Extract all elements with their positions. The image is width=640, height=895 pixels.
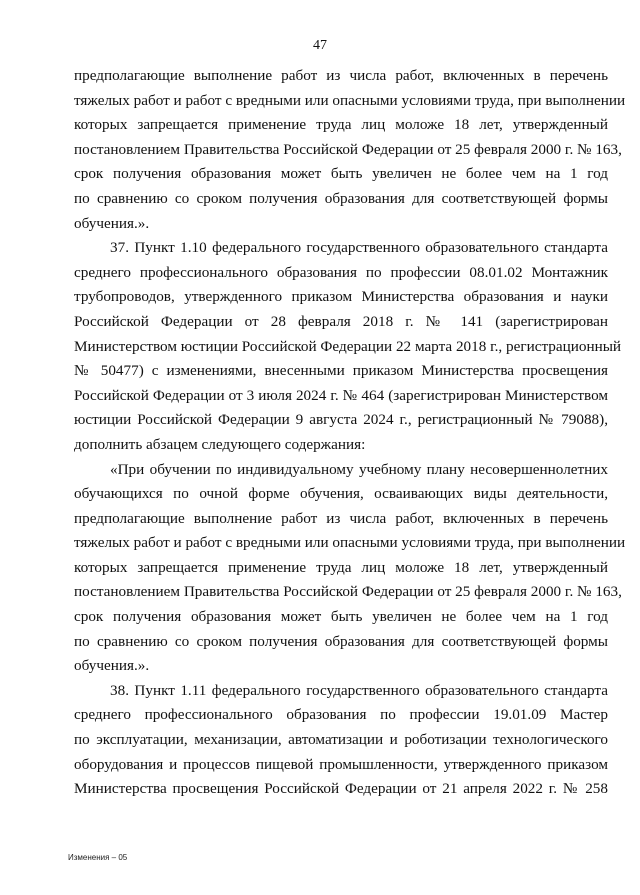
text-line: дополнить абзацем следующего содержания:	[74, 435, 366, 453]
text-line: среднего профессионального образования по профессии 08.01.02 Монтажник	[74, 263, 608, 281]
text-line: которых запрещается применение труда лиц моложе 18 лет, утвержденный	[74, 116, 608, 134]
text-line: тяжелых работ и работ с вредными или опасными условиями труда, при выполнении	[74, 534, 626, 552]
text-line: срок получения образования может быть увеличен не более чем на 1 год	[74, 608, 608, 626]
text-line: юстиции Российской Федерации 9 августа 2024 г., регистрационный № 79088),	[74, 411, 608, 429]
text-line: тяжелых работ и работ с вредными или опасными условиями труда, при выполнении	[74, 91, 626, 109]
text-line: постановлением Правительства Российской Федерации от 25 февраля 2000 г. № 163,	[74, 583, 622, 601]
text-line: по сравнению со сроком получения образования для соответствующей формы	[74, 632, 608, 650]
text-line: по эксплуатации, механизации, автоматизации и роботизации технологического	[74, 731, 608, 749]
text-line: постановлением Правительства Российской Федерации от 25 февраля 2000 г. № 163,	[74, 140, 622, 158]
text-line: обучающихся по очной форме обучения, осваивающих виды деятельности,	[74, 485, 608, 503]
text-line: трубопроводов, утвержденного приказом Министерства образования и науки	[74, 288, 608, 306]
text-line: срок получения образования может быть увеличен не более чем на 1 год	[74, 165, 608, 183]
text-line: обучения.».	[74, 657, 150, 675]
text-line: среднего профессионального образования по профессии 19.01.09 Мастер	[74, 706, 608, 724]
text-line: Министерства просвещения Российской Федерации от 21 апреля 2022 г. № 258	[74, 780, 608, 798]
text-line: Министерством юстиции Российской Федерации 22 марта 2018 г., регистрационный	[74, 337, 622, 355]
text-line: предполагающие выполнение работ из числа работ, включенных в перечень	[74, 67, 608, 84]
text-line: предполагающие выполнение работ из числа работ, включенных в перечень	[74, 509, 608, 527]
page-footer: Изменения – 05	[68, 853, 128, 862]
page-number: 47	[313, 38, 327, 53]
text-line: № 50477) с изменениями, внесенными приказом Министерства просвещения	[74, 362, 608, 380]
document-body	[74, 64, 626, 802]
text-line: 38. Пункт 1.11 федерального государственного образовательного стандарта	[110, 681, 608, 699]
text-line: 37. Пункт 1.10 федерального государственного образовательного стандарта	[110, 239, 608, 257]
text-line: «При обучении по индивидуальному учебному плану несовершеннолетних	[110, 460, 608, 478]
text-line: по сравнению со сроком получения образования для соответствующей формы	[74, 189, 608, 207]
text-line: которых запрещается применение труда лиц моложе 18 лет, утвержденный	[74, 558, 608, 576]
text-line: Российской Федерации от 28 февраля 2018 г. № 141 (зарегистрирован	[74, 312, 608, 330]
text-line: Российской Федерации от 3 июля 2024 г. № 464 (зарегистрирован Министерством	[74, 386, 608, 404]
text-line: обучения.».	[74, 214, 150, 232]
text-line: оборудования и процессов пищевой промышленности, утвержденного приказом	[74, 755, 608, 773]
